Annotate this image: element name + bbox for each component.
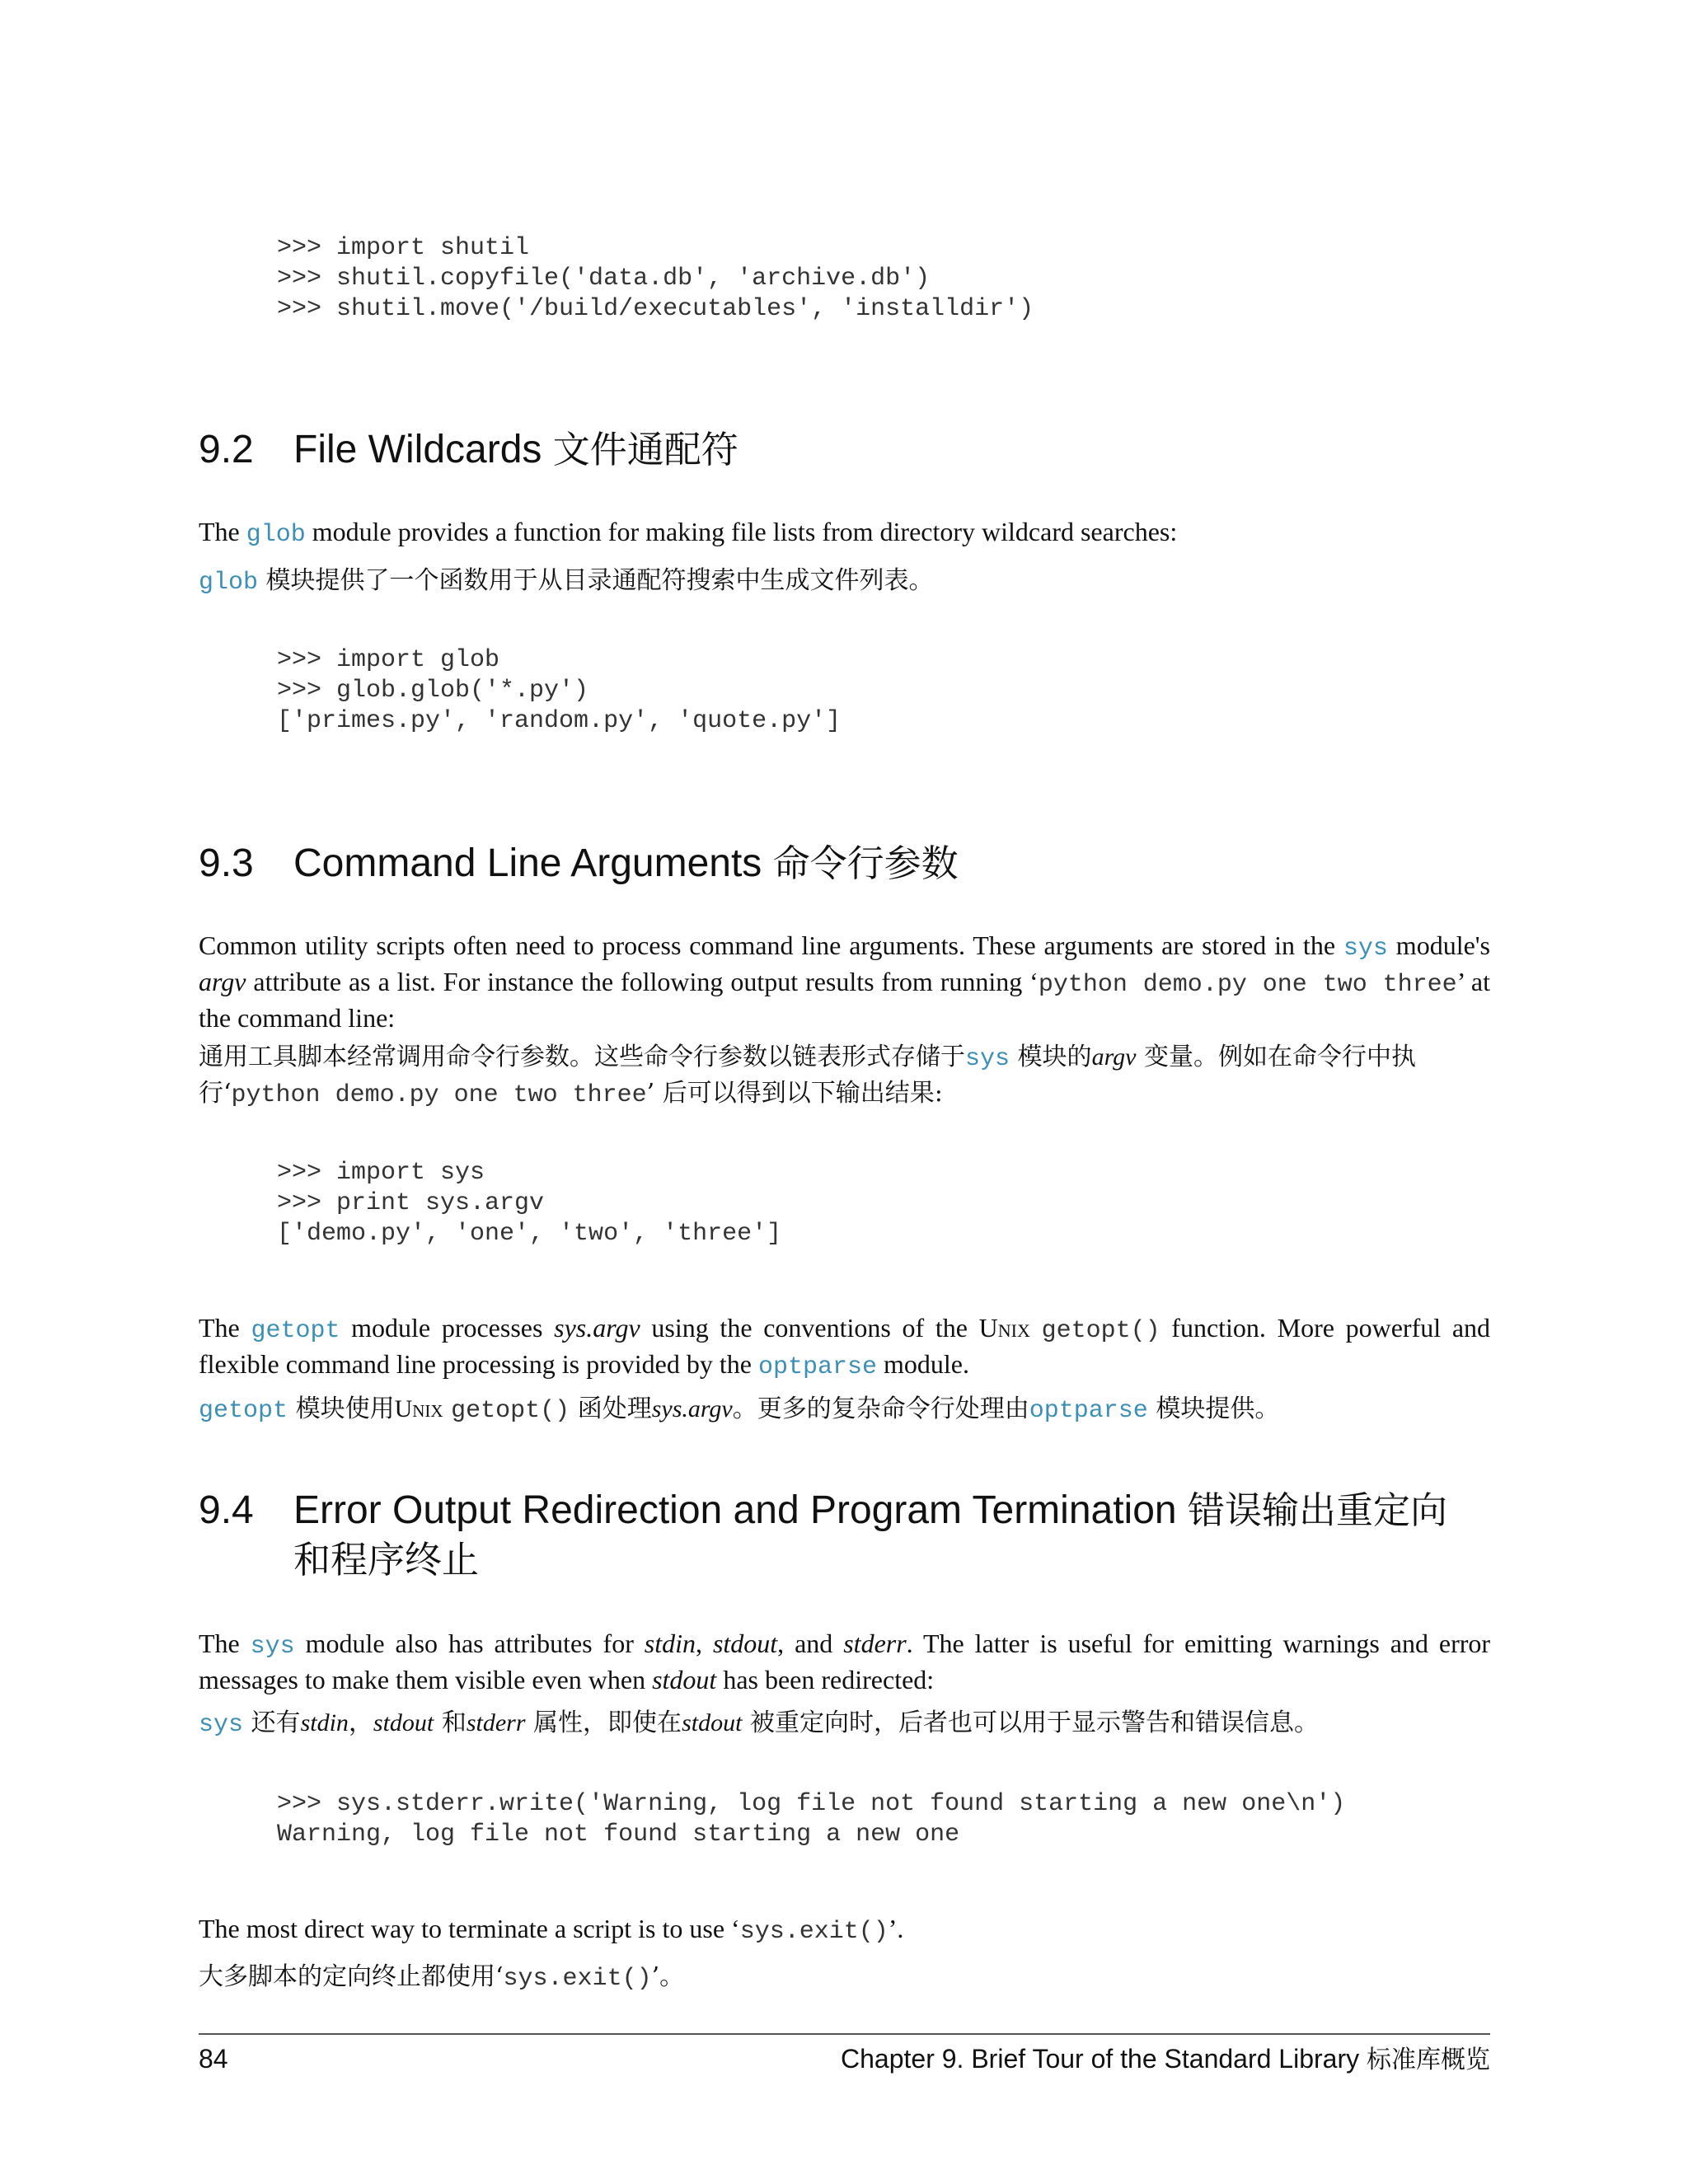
paragraph-stderr: The sys module also has attributes for stdin, stdout, and stderr. The latter is useful for emitting warnings and error messages to make them visible even when stdout has been redirected: — [199, 1629, 1491, 1694]
code-line: >>> shutil.move('/build/executables', 'installdir') — [277, 295, 1034, 323]
section-heading-9-4 — [199, 1486, 1493, 1585]
paragraph-command-line: Common utility scripts often need to process command line arguments. These arguments are stored in the sys module's argv attribute as a list. For instance the following output results from running ‘python demo.py one two three’ at the command line: — [199, 930, 1491, 1033]
section-number: 9.2 — [199, 428, 254, 471]
sys-module-link-zh[interactable]: sys — [965, 1045, 1010, 1073]
section-title-zh-continued: 和程序终止 — [293, 1538, 480, 1582]
paragraph-stderr-zh: sys 还有stdin，stdout 和stderr 属性，即使在stdout 被重定向时，后者也可以用于显示警告和错误信息。 — [199, 1708, 1319, 1739]
inline-code: python demo.py one two three — [1038, 971, 1457, 999]
paragraph-glob-zh: glob 模块提供了一个函数用于从目录通配符搜索中生成文件列表。 — [199, 566, 934, 597]
glob-module-link[interactable]: glob — [246, 521, 306, 549]
code-line: ['demo.py', 'one', 'two', 'three'] — [277, 1220, 782, 1248]
footer-chapter-title: Chapter 9. Brief Tour of the Standard Library 标准库概览 — [841, 2044, 1490, 2074]
paragraph-glob: The glob module provides a function for making file lists from directory wildcard searches: — [199, 517, 1178, 549]
sys-module-link-zh[interactable]: sys — [199, 1711, 244, 1739]
section-heading-9-3 — [199, 839, 959, 888]
code-block-glob — [277, 645, 841, 737]
paragraph-exit: The most direct way to terminate a script is to use ‘sys.exit()’. — [199, 1914, 904, 1946]
inline-code: getopt() — [451, 1397, 570, 1425]
optparse-module-link-zh[interactable]: optparse — [1029, 1397, 1148, 1425]
inline-code: sys.exit() — [503, 1965, 652, 1993]
code-line: >>> import shutil — [277, 234, 530, 262]
code-line: >>> import glob — [277, 646, 500, 674]
code-block-sys-argv — [277, 1158, 781, 1249]
section-title: Command Line Arguments — [293, 841, 762, 885]
section-title-zh: 命令行参数 — [772, 841, 959, 885]
section-number: 9.4 — [199, 1488, 254, 1532]
paragraph-exit-zh: 大多脚本的定向终止都使用‘sys.exit()’。 — [199, 1962, 685, 1993]
code-line: ['primes.py', 'random.py', 'quote.py'] — [277, 707, 842, 735]
page-number: 84 — [199, 2044, 228, 2074]
getopt-module-link-zh[interactable]: getopt — [199, 1397, 288, 1425]
paragraph-command-line-zh: 通用工具脚本经常调用命令行参数。这些命令行参数以链表形式存储于sys 模块的argv 变量。例如在命令行中执行‘python demo.py one two three’ 后可以得到以下输出结果: — [199, 1043, 1416, 1109]
code-block-shutil — [277, 233, 1034, 325]
section-number: 9.3 — [199, 841, 254, 885]
footer-divider — [199, 2033, 1490, 2035]
getopt-module-link[interactable]: getopt — [251, 1317, 340, 1345]
inline-code: sys.exit() — [739, 1918, 889, 1946]
section-title-zh: 文件通配符 — [552, 428, 738, 471]
code-block-stderr — [277, 1789, 1345, 1850]
glob-module-link-zh[interactable]: glob — [199, 569, 259, 597]
code-line: >>> import sys — [277, 1159, 485, 1187]
section-title: File Wildcards — [293, 428, 542, 471]
section-heading-9-2 — [199, 425, 738, 475]
sys-module-link[interactable]: sys — [1343, 935, 1388, 963]
sys-module-link[interactable]: sys — [250, 1633, 295, 1661]
code-line: >>> print sys.argv — [277, 1189, 545, 1217]
section-title: Error Output Redirection and Program Termination — [293, 1488, 1177, 1532]
paragraph-getopt-zh: getopt 模块使用Unix getopt() 函处理sys.argv。更多的复杂命令行处理由optparse 模块提供。 — [199, 1394, 1280, 1425]
code-line: >>> glob.glob('*.py') — [277, 677, 589, 705]
paragraph-getopt: The getopt module processes sys.argv using the conventions of the Unix getopt() function. More powerful and flexible command line processing is provided by the optparse module. — [199, 1313, 1491, 1381]
code-line: Warning, log file not found starting a new one — [277, 1821, 960, 1849]
optparse-module-link[interactable]: optparse — [757, 1353, 877, 1381]
section-title-zh: 错误输出重定向 — [1187, 1488, 1447, 1532]
code-line: >>> shutil.copyfile('data.db', 'archive.db') — [277, 265, 931, 293]
inline-code: getopt() — [1041, 1317, 1160, 1345]
code-line: >>> sys.stderr.write('Warning, log file not found starting a new one\n') — [277, 1790, 1346, 1818]
inline-code: python demo.py one two three — [231, 1081, 647, 1109]
